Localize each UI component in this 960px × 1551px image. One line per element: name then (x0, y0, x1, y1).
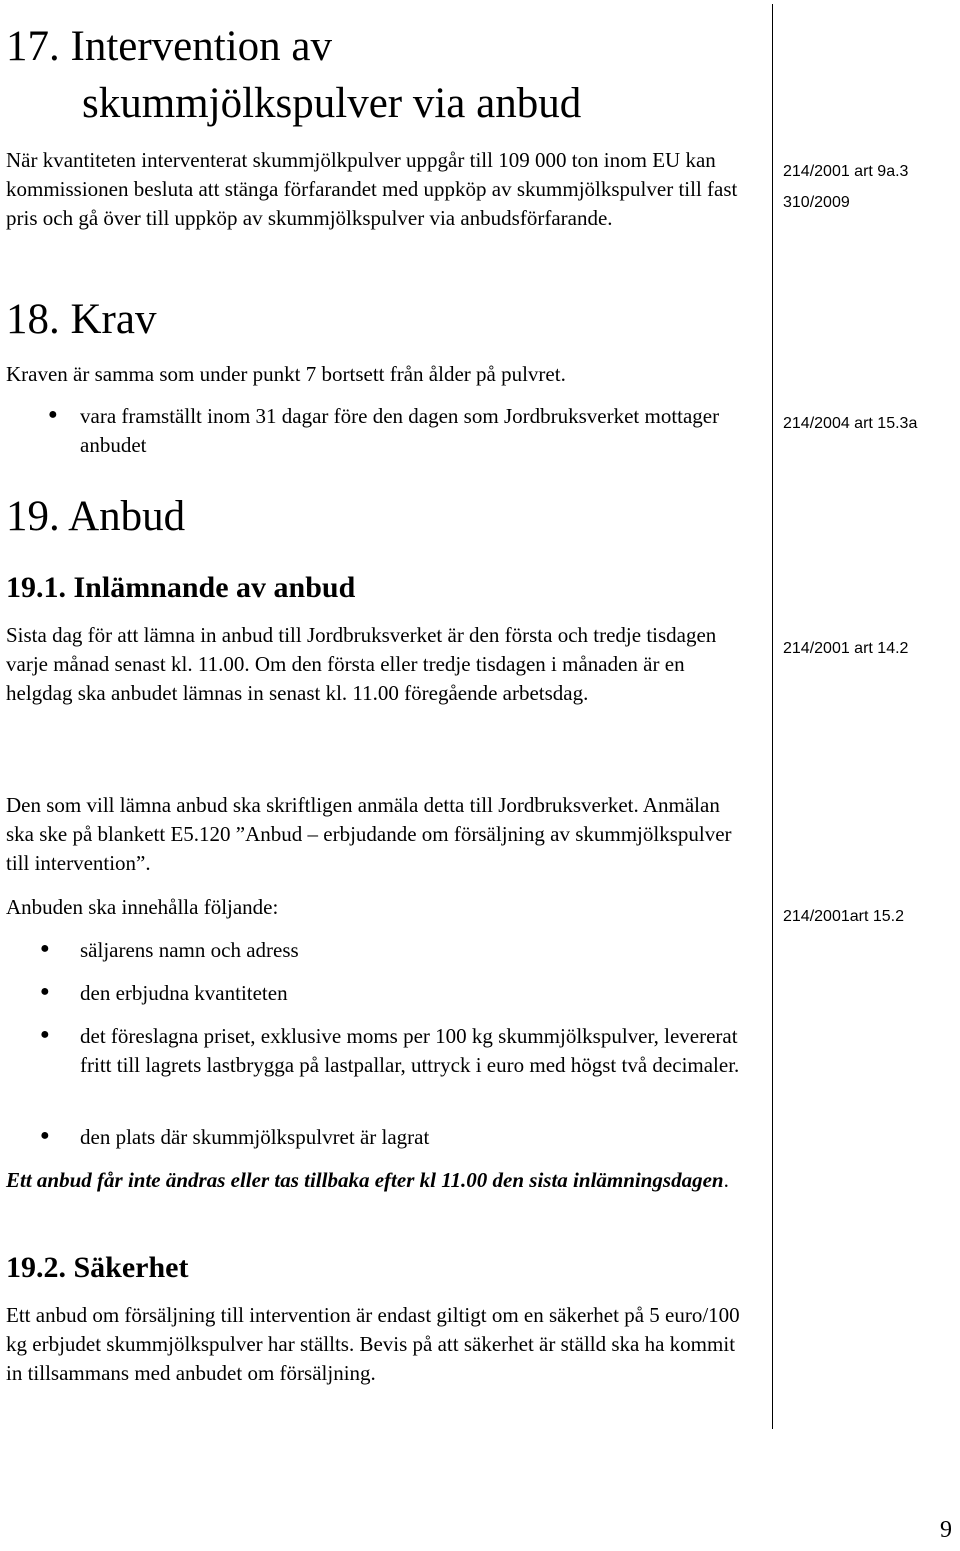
page-number: 9 (940, 1517, 952, 1543)
list-item-text: det föreslagna priset, exklusive moms per 100 kg skummjölkspulver, levererat fritt till lagrets lastbrygga på lastpallar, uttryck i euro med högst två decimaler. (80, 1024, 740, 1077)
section-19-paragraph-2: Den som vill lämna anbud ska skriftligen anmäla detta till Jordbruksverket. Anmälan ska ske på blankett E5.120 ”Anbud – erbjudande om försäljning av skummjölkspulver till intervention”. (6, 793, 732, 875)
list-item (40, 936, 740, 979)
section-19-2-heading: 19.2. Säkerhet (6, 1251, 189, 1284)
section-17-heading-line1: 17. Intervention av (6, 23, 332, 70)
section-17-paragraph: När kvantiteten interventerat skummjölkpulver uppgår till 109 000 ton inom EU kan kommissionen besluta att stänga förfarandet med uppköp av skummjölkspulver till fast pris och gå över till uppköp av skummjölkspulver via anbudsförfarande. (6, 148, 738, 230)
section-19-1-heading: 19.1. Inlämnande av anbud (6, 571, 356, 604)
bullet-icon: ● (40, 983, 50, 1000)
list-item-text: den erbjudna kvantiteten (80, 981, 288, 1005)
section-19-heading: 19. Anbud (6, 493, 186, 540)
list-item (40, 1022, 740, 1123)
section-19-paragraph-3: Anbuden ska innehålla följande: (6, 895, 279, 919)
list-item (40, 1123, 740, 1166)
section-18-paragraph: Kraven är samma som under punkt 7 bortsett från ålder på pulvret. (6, 362, 566, 386)
section-18-ref: 214/2004 art 15.3a (783, 415, 918, 432)
section-18-bullet-text: vara framställt inom 31 dagar före den dagen som Jordbruksverket mottager anbudet (80, 404, 720, 457)
bullet-icon: ● (40, 1127, 50, 1144)
section-19-2-paragraph: Ett anbud om försäljning till intervention är endast giltigt om en säkerhet på 5 euro/100 kg erbjudet skummjölkspulver har ställts. Bevis på att säkerhet är ställd ska ha kommit in tillsammans med anbudet om försäljning. (6, 1303, 740, 1385)
section-17-heading-line2: skummjölkspulver via anbud (82, 80, 582, 127)
italic-note-text: Ett anbud får inte ändras eller tas tillbaka efter kl 11.00 den sista inlämningsdagen (6, 1168, 724, 1192)
section-19-1-ref: 214/2001 art 14.2 (783, 640, 909, 657)
margin-rule (772, 4, 773, 1429)
italic-note-end: . (723, 1168, 729, 1192)
list-item (40, 979, 740, 1022)
anbud-contents-list (40, 936, 740, 1166)
section-18-bullet (48, 402, 748, 460)
section-17-ref-2: 310/2009 (783, 194, 850, 211)
list-item-text: säljarens namn och adress (80, 938, 299, 962)
bullet-icon: ● (40, 940, 50, 957)
section-19-1-paragraph: Sista dag för att lämna in anbud till Jordbruksverket är den första och tredje tisdagen varje månad senast kl. 11.00. Om den första eller tredje tisdagen i månaden är en helgdag ska anbudet lämnas in senast kl. 11.00 föregående arbetsdag. (6, 623, 717, 705)
section-17-ref-1: 214/2001 art 9a.3 (783, 163, 909, 180)
bullet-icon: ● (48, 406, 58, 423)
list-item-text: den plats där skummjölkspulvret är lagrat (80, 1125, 430, 1149)
bullet-icon: ● (40, 1026, 50, 1043)
section-19-italic-note (6, 1166, 746, 1195)
section-18-heading: 18. Krav (6, 296, 157, 343)
section-19-ref-3: 214/2001art 15.2 (783, 908, 904, 925)
